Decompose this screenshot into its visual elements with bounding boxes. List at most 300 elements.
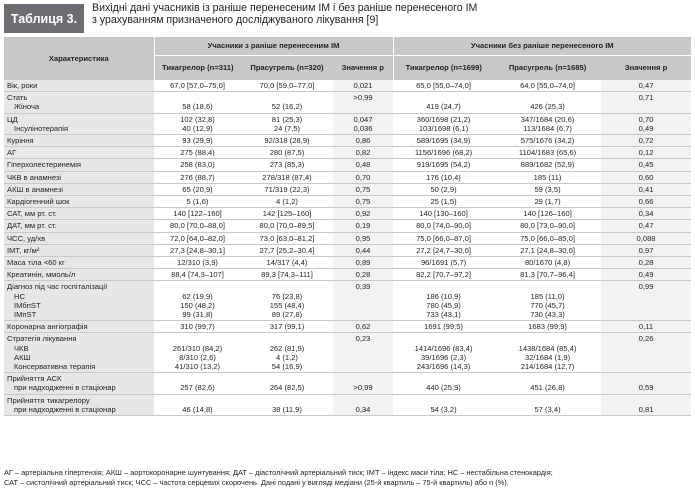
footnote-line: САТ – систолічний артеріальний тиск; ЧСС – частота серцевих скорочень. Дані подані у вигляді медіани (25-й квартиль – 75-й квартиль) або n (%). — [4, 478, 509, 487]
cell-line — [243, 93, 331, 102]
cell-pvalue-prior-mi — [333, 171, 393, 183]
cell-line — [335, 353, 391, 362]
table-row — [4, 183, 691, 195]
cell-line: 0,47 — [638, 81, 654, 90]
cell-ticagrelor-prior-mi — [154, 220, 241, 232]
cell-line: 0,19 — [355, 221, 371, 231]
cell-line: 38 (11,9) — [272, 404, 302, 414]
table-row — [4, 232, 691, 244]
cell-line: 59 (3,5) — [534, 184, 561, 194]
cell-ticagrelor-prior-mi — [154, 281, 241, 321]
cell-line: 440 (25,9) — [426, 383, 461, 393]
cell-ticagrelor-prior-mi — [154, 257, 241, 269]
cell-line — [335, 396, 391, 405]
cell-line: 0,34 — [355, 404, 371, 414]
cell-line: Інсулінотерапія — [14, 123, 69, 133]
table-row — [4, 159, 691, 171]
cell-line: 0,70 — [638, 114, 654, 124]
cell-line: 0,44 — [355, 245, 371, 255]
cell-line: 27,2 [24,7–30,0] — [416, 245, 471, 255]
cell-ticagrelor-no-prior-mi — [393, 80, 494, 92]
cell-line — [156, 93, 239, 102]
header-group-no-prior-mi: Учасники без раніше перенесеного ІМ — [393, 37, 691, 56]
table-row — [4, 220, 691, 232]
cell-line: 54 (3,2) — [430, 404, 457, 414]
cell-ticagrelor-no-prior-mi — [393, 394, 494, 415]
cell-prasugrel-no-prior-mi — [494, 183, 601, 195]
cell-line: 99 (31,8) — [182, 310, 213, 320]
cell-characteristic — [4, 92, 154, 113]
cell-line: АКШ в анамнезі — [7, 184, 63, 194]
cell-line: 0,036 — [353, 123, 373, 133]
cell-line: 75,0 [66,0–85,0] — [520, 233, 575, 243]
cell-line: 0,71 — [638, 93, 654, 103]
cell-line: 46 (14,8) — [182, 404, 213, 414]
cell-line — [395, 93, 492, 102]
cell-line: 0,47 — [638, 221, 654, 231]
cell-line: 262 (81,9) — [269, 343, 305, 353]
cell-pvalue-no-prior-mi — [601, 113, 691, 134]
cell-line: 80,0 [74,0–90,0] — [416, 221, 471, 231]
cell-prasugrel-prior-mi — [241, 244, 333, 256]
header-prasugrel-1: Прасугрель (n=320) — [241, 56, 333, 81]
cell-line: 264 (82,5) — [269, 383, 305, 393]
cell-ticagrelor-no-prior-mi — [393, 135, 494, 147]
footnote-line: АГ – артеріальна гіпертензія; АКШ – аортокоронарне шунтування; ДАТ – діастолічний артеріальний тиск; ІМТ – індекс маси тіла; НС – нестабільна стенокардія; — [4, 468, 553, 477]
cell-line: ІМпST — [14, 310, 37, 320]
cell-pvalue-no-prior-mi — [601, 394, 691, 415]
cell-prasugrel-prior-mi — [241, 171, 333, 183]
cell-characteristic — [4, 281, 154, 321]
cell-prasugrel-prior-mi — [241, 232, 333, 244]
cell-line: 451 (26,8) — [530, 383, 565, 393]
cell-line: 0,28 — [355, 270, 371, 280]
cell-ticagrelor-prior-mi — [154, 373, 241, 394]
cell-line: 214/1684 (12,7) — [520, 362, 575, 372]
cell-line: 113/1684 (6,7) — [523, 123, 572, 133]
cell-line: ЧКВ в анамнезі — [7, 172, 62, 182]
cell-prasugrel-no-prior-mi — [494, 208, 601, 220]
cell-line: 0,23 — [355, 334, 371, 344]
cell-line: 889/1682 (52,9) — [520, 160, 575, 170]
cell-line — [395, 374, 492, 383]
cell-line: ЧКВ — [14, 343, 29, 353]
cell-line: 0,28 — [638, 258, 654, 268]
cell-line: 4 (1,2) — [276, 352, 298, 362]
cell-pvalue-prior-mi — [333, 232, 393, 244]
cell-prasugrel-prior-mi — [241, 373, 333, 394]
cell-pvalue-prior-mi — [333, 281, 393, 321]
cell-pvalue-no-prior-mi — [601, 80, 691, 92]
cell-line: Діагноз під час госпіталізації — [7, 282, 108, 292]
cell-pvalue-prior-mi — [333, 321, 393, 333]
cell-line: 317 (99,1) — [269, 322, 305, 332]
table-row — [4, 196, 691, 208]
cell-pvalue-no-prior-mi — [601, 244, 691, 256]
cell-line — [496, 334, 599, 343]
cell-line: 102 (32,8) — [180, 114, 215, 124]
cell-line: 92/318 (28,9) — [264, 136, 310, 146]
caption-line: з урахуванням призначеного досліджуваного лікування [9] — [92, 13, 379, 26]
cell-ticagrelor-no-prior-mi — [393, 113, 494, 134]
cell-line: Прийняття АСК — [7, 374, 62, 384]
table-row — [4, 92, 691, 113]
cell-line: 80/1670 (4,8) — [524, 258, 571, 268]
cell-line: Маса тіла <60 кг — [7, 258, 65, 268]
header-ticagrelor-1: Тикагрелор (n=311) — [154, 56, 241, 81]
cell-line: 0,81 — [638, 404, 654, 414]
cell-ticagrelor-no-prior-mi — [393, 147, 494, 159]
cell-line: 0,62 — [355, 322, 371, 332]
cell-ticagrelor-no-prior-mi — [393, 373, 494, 394]
cell-line: Жіноча — [14, 102, 40, 112]
table-caption — [92, 3, 477, 26]
cell-line: 140 [126–160] — [523, 209, 572, 219]
cell-line — [496, 93, 599, 102]
cell-ticagrelor-no-prior-mi — [393, 92, 494, 113]
cell-line — [603, 292, 689, 301]
cell-line — [496, 282, 599, 291]
cell-characteristic — [4, 196, 154, 208]
cell-characteristic — [4, 159, 154, 171]
cell-line: 261/310 (84,2) — [172, 343, 223, 353]
cell-prasugrel-no-prior-mi — [494, 373, 601, 394]
cell-prasugrel-no-prior-mi — [494, 269, 601, 281]
cell-line — [156, 374, 239, 383]
cell-line: ЧСС, уд/хв — [7, 233, 46, 243]
cell-line: 103/1698 (6,1) — [418, 123, 469, 133]
cell-line: 41/310 (13,2) — [174, 362, 221, 372]
cell-line — [395, 334, 492, 343]
cell-pvalue-no-prior-mi — [601, 281, 691, 321]
table-row — [4, 333, 691, 373]
cell-prasugrel-prior-mi — [241, 281, 333, 321]
cell-line — [335, 292, 391, 301]
cell-line — [335, 362, 391, 371]
cell-line: 27,7 [25,2–30,4] — [259, 245, 315, 255]
cell-pvalue-prior-mi — [333, 257, 393, 269]
cell-prasugrel-no-prior-mi — [494, 147, 601, 159]
cell-ticagrelor-prior-mi — [154, 171, 241, 183]
table-row — [4, 269, 691, 281]
cell-prasugrel-prior-mi — [241, 394, 333, 415]
cell-line: 54 (16,9) — [271, 362, 303, 372]
cell-line: 24 (7,5) — [273, 123, 301, 133]
cell-line: Кардіогенний шок — [7, 197, 70, 207]
cell-line: 0,75 — [355, 197, 371, 207]
cell-ticagrelor-prior-mi — [154, 394, 241, 415]
cell-line: 276 (88,7) — [180, 172, 215, 182]
cell-characteristic — [4, 220, 154, 232]
cell-line: 14/317 (4,4) — [266, 258, 308, 268]
cell-line: 243/1696 (14,3) — [416, 362, 471, 372]
cell-line: 155 (48,4) — [269, 300, 305, 310]
table-row — [4, 147, 691, 159]
cell-pvalue-no-prior-mi — [601, 373, 691, 394]
cell-line: 273 (85,3) — [269, 160, 305, 170]
cell-pvalue-no-prior-mi — [601, 196, 691, 208]
cell-line — [335, 310, 391, 319]
header-ticagrelor-2: Тикагрелор (n=1699) — [393, 56, 494, 81]
table-row — [4, 257, 691, 269]
cell-line: 0,89 — [355, 258, 371, 268]
cell-line: 5 (1,6) — [186, 197, 209, 207]
cell-pvalue-no-prior-mi — [601, 333, 691, 373]
cell-line: Креатинін, ммоль/л — [7, 270, 76, 280]
cell-line — [243, 374, 331, 383]
cell-line: 150 (48,2) — [180, 300, 215, 310]
cell-ticagrelor-no-prior-mi — [393, 281, 494, 321]
cell-line: 80,0 [73,0–90,0] — [520, 221, 575, 231]
cell-prasugrel-prior-mi — [241, 113, 333, 134]
cell-characteristic — [4, 80, 154, 92]
baseline-table — [4, 37, 691, 416]
cell-line: Стать — [7, 93, 28, 103]
cell-line — [156, 334, 239, 343]
cell-ticagrelor-prior-mi — [154, 113, 241, 134]
cell-line: 82,2 [70,7–97,2] — [416, 270, 471, 280]
cell-line: 1691 (99,5) — [424, 322, 463, 332]
cell-ticagrelor-no-prior-mi — [393, 159, 494, 171]
cell-pvalue-prior-mi — [333, 92, 393, 113]
cell-line: 278/318 (87,4) — [262, 172, 312, 182]
cell-line: 27,3 [24,8–30,1] — [170, 245, 225, 255]
cell-line — [603, 344, 689, 353]
cell-prasugrel-no-prior-mi — [494, 135, 601, 147]
cell-line: 89 (27,8) — [271, 310, 303, 320]
cell-pvalue-no-prior-mi — [601, 220, 691, 232]
cell-line: 419 (24,7) — [426, 102, 461, 112]
cell-line — [156, 282, 239, 291]
cell-line: 80,0 [70,0–89,5] — [259, 221, 315, 231]
cell-line: 75,0 [66,0–87,0] — [416, 233, 471, 243]
cell-line — [603, 396, 689, 405]
cell-ticagrelor-prior-mi — [154, 333, 241, 373]
cell-line: 4 (1,2) — [276, 197, 298, 207]
cell-ticagrelor-prior-mi — [154, 183, 241, 195]
cell-ticagrelor-no-prior-mi — [393, 232, 494, 244]
cell-line: 0,59 — [638, 383, 654, 393]
cell-line: 0,26 — [638, 334, 654, 344]
cell-line: 0,99 — [638, 282, 654, 292]
cell-line: >0,99 — [353, 383, 373, 393]
cell-line: Куріння — [7, 136, 34, 146]
cell-pvalue-prior-mi — [333, 373, 393, 394]
cell-ticagrelor-prior-mi — [154, 92, 241, 113]
cell-line: 185 (11) — [533, 172, 562, 182]
cell-line: при надходженні в стаціонар — [14, 383, 116, 393]
cell-prasugrel-prior-mi — [241, 257, 333, 269]
cell-ticagrelor-no-prior-mi — [393, 171, 494, 183]
cell-characteristic — [4, 373, 154, 394]
cell-pvalue-prior-mi — [333, 269, 393, 281]
cell-line: 310 (99,7) — [180, 322, 215, 332]
cell-line: 140 [122–160] — [173, 209, 222, 219]
table-row — [4, 244, 691, 256]
cell-line: ДАТ, мм рт. ст. — [7, 221, 57, 231]
cell-ticagrelor-prior-mi — [154, 135, 241, 147]
cell-ticagrelor-no-prior-mi — [393, 220, 494, 232]
cell-prasugrel-prior-mi — [241, 333, 333, 373]
cell-line: 73,0 [63,0–81,2] — [259, 233, 315, 243]
cell-line: 0,72 — [638, 136, 654, 146]
cell-ticagrelor-no-prior-mi — [393, 257, 494, 269]
cell-line: 76 (23,8) — [271, 291, 303, 301]
cell-line: 70,0 [59,0–77,0] — [259, 81, 315, 90]
cell-line: 280 (87,5) — [269, 148, 305, 158]
cell-line: 0,088 — [636, 233, 656, 243]
table-row — [4, 80, 691, 92]
cell-characteristic — [4, 208, 154, 220]
cell-characteristic — [4, 333, 154, 373]
cell-characteristic — [4, 232, 154, 244]
cell-line — [603, 362, 689, 371]
cell-pvalue-no-prior-mi — [601, 147, 691, 159]
cell-prasugrel-no-prior-mi — [494, 80, 601, 92]
cell-prasugrel-prior-mi — [241, 183, 333, 195]
cell-ticagrelor-prior-mi — [154, 321, 241, 333]
cell-line: 80,0 [70,0–88,0] — [170, 221, 225, 231]
cell-line — [496, 396, 599, 405]
cell-line: 58 (18,6) — [182, 102, 213, 112]
cell-characteristic — [4, 183, 154, 195]
cell-line — [603, 353, 689, 362]
cell-line: 65,0 [55,0–74,0] — [416, 81, 471, 90]
cell-line: 360/1698 (21,2) — [416, 114, 471, 124]
cell-pvalue-no-prior-mi — [601, 321, 691, 333]
cell-line — [395, 282, 492, 291]
cell-line: 57 (3,4) — [534, 404, 561, 414]
cell-prasugrel-prior-mi — [241, 220, 333, 232]
cell-pvalue-no-prior-mi — [601, 269, 691, 281]
header-group-prior-mi: Учасники з раніше перенесеним ІМ — [154, 37, 393, 56]
cell-pvalue-no-prior-mi — [601, 92, 691, 113]
cell-line: 12/310 (3,9) — [177, 258, 218, 268]
cell-characteristic — [4, 171, 154, 183]
cell-line: 0,48 — [355, 160, 371, 170]
cell-pvalue-prior-mi — [333, 196, 393, 208]
cell-prasugrel-no-prior-mi — [494, 394, 601, 415]
cell-ticagrelor-no-prior-mi — [393, 269, 494, 281]
cell-line: 0,92 — [355, 209, 371, 219]
cell-line: ІМбпST — [14, 300, 41, 310]
cell-line: 0,11 — [638, 322, 654, 332]
cell-line: 96/1691 (5,7) — [420, 258, 467, 268]
cell-line: 347/1684 (20,6) — [520, 114, 575, 124]
table-row — [4, 394, 691, 415]
cell-line: 25 (1,5) — [430, 197, 457, 207]
cell-characteristic — [4, 257, 154, 269]
cell-line: 32/1684 (1,9) — [524, 352, 571, 362]
table-row — [4, 135, 691, 147]
cell-line: 0,49 — [638, 123, 654, 133]
cell-ticagrelor-prior-mi — [154, 147, 241, 159]
cell-line: 186 (10,9) — [426, 291, 461, 301]
cell-line: Консервативна терапія — [14, 362, 96, 372]
cell-line: Вік, роки — [7, 81, 38, 90]
cell-line: Коронарна ангіографія — [7, 322, 88, 332]
cell-prasugrel-no-prior-mi — [494, 171, 601, 183]
cell-line: 1414/1696 (83,4) — [414, 343, 473, 353]
cell-line: Гіперхолестеринемія — [7, 160, 82, 170]
cell-line — [603, 310, 689, 319]
cell-ticagrelor-no-prior-mi — [393, 196, 494, 208]
cell-line: 733 (43,1) — [426, 310, 461, 320]
cell-line: 88,4 [74,3–107] — [171, 270, 224, 280]
cell-line: 1156/1696 (68,2) — [414, 148, 473, 158]
cell-line — [395, 396, 492, 405]
cell-pvalue-prior-mi — [333, 394, 393, 415]
cell-prasugrel-no-prior-mi — [494, 92, 601, 113]
cell-line — [603, 102, 689, 111]
cell-pvalue-prior-mi — [333, 183, 393, 195]
cell-line: 0,49 — [638, 270, 654, 280]
cell-line: 81,3 [70,7–96,4] — [520, 270, 575, 280]
cell-line: 0,95 — [355, 233, 371, 243]
cell-ticagrelor-prior-mi — [154, 80, 241, 92]
cell-prasugrel-prior-mi — [241, 80, 333, 92]
cell-pvalue-no-prior-mi — [601, 183, 691, 195]
cell-characteristic — [4, 135, 154, 147]
table-label: Таблиця 3. — [4, 4, 84, 33]
header-characteristic: Характеристика — [4, 37, 154, 80]
cell-characteristic — [4, 244, 154, 256]
header-pvalue-1: Значення р — [333, 56, 393, 81]
caption-line: Вихідні дані учасників із раніше перенесеним ІМ і без раніше перенесеного ІМ — [92, 2, 478, 14]
cell-line: 257 (82,6) — [180, 383, 215, 393]
cell-prasugrel-prior-mi — [241, 196, 333, 208]
cell-ticagrelor-no-prior-mi — [393, 333, 494, 373]
cell-pvalue-prior-mi — [333, 159, 393, 171]
cell-line — [335, 374, 391, 383]
cell-line: 185 (11,0) — [530, 291, 565, 301]
cell-characteristic — [4, 147, 154, 159]
cell-ticagrelor-prior-mi — [154, 244, 241, 256]
cell-line — [243, 282, 331, 291]
cell-line: 65 (20,9) — [182, 184, 213, 194]
cell-ticagrelor-no-prior-mi — [393, 183, 494, 195]
cell-prasugrel-no-prior-mi — [494, 244, 601, 256]
cell-line: САТ, мм рт. ст. — [7, 209, 57, 219]
cell-line: 0,12 — [638, 148, 654, 158]
cell-pvalue-no-prior-mi — [601, 257, 691, 269]
cell-line: 8/310 (2,6) — [179, 352, 216, 362]
cell-line: 0,021 — [353, 81, 373, 90]
cell-line — [335, 301, 391, 310]
cell-pvalue-no-prior-mi — [601, 135, 691, 147]
cell-line: 1104/1683 (65,6) — [518, 148, 577, 158]
cell-pvalue-prior-mi — [333, 220, 393, 232]
cell-ticagrelor-no-prior-mi — [393, 208, 494, 220]
table-row — [4, 373, 691, 394]
cell-prasugrel-no-prior-mi — [494, 321, 601, 333]
cell-characteristic — [4, 269, 154, 281]
cell-pvalue-prior-mi — [333, 208, 393, 220]
footnote — [4, 468, 694, 488]
cell-prasugrel-prior-mi — [241, 208, 333, 220]
cell-pvalue-prior-mi — [333, 135, 393, 147]
cell-ticagrelor-prior-mi — [154, 196, 241, 208]
cell-prasugrel-prior-mi — [241, 159, 333, 171]
cell-line: ЦД — [7, 114, 18, 124]
cell-line: 0,97 — [638, 245, 654, 255]
cell-line — [243, 396, 331, 405]
cell-prasugrel-no-prior-mi — [494, 196, 601, 208]
table-row — [4, 208, 691, 220]
cell-line: 275 (88,4) — [180, 148, 215, 158]
cell-line: 780 (45,9) — [426, 300, 461, 310]
cell-line: 29 (1,7) — [534, 197, 561, 207]
